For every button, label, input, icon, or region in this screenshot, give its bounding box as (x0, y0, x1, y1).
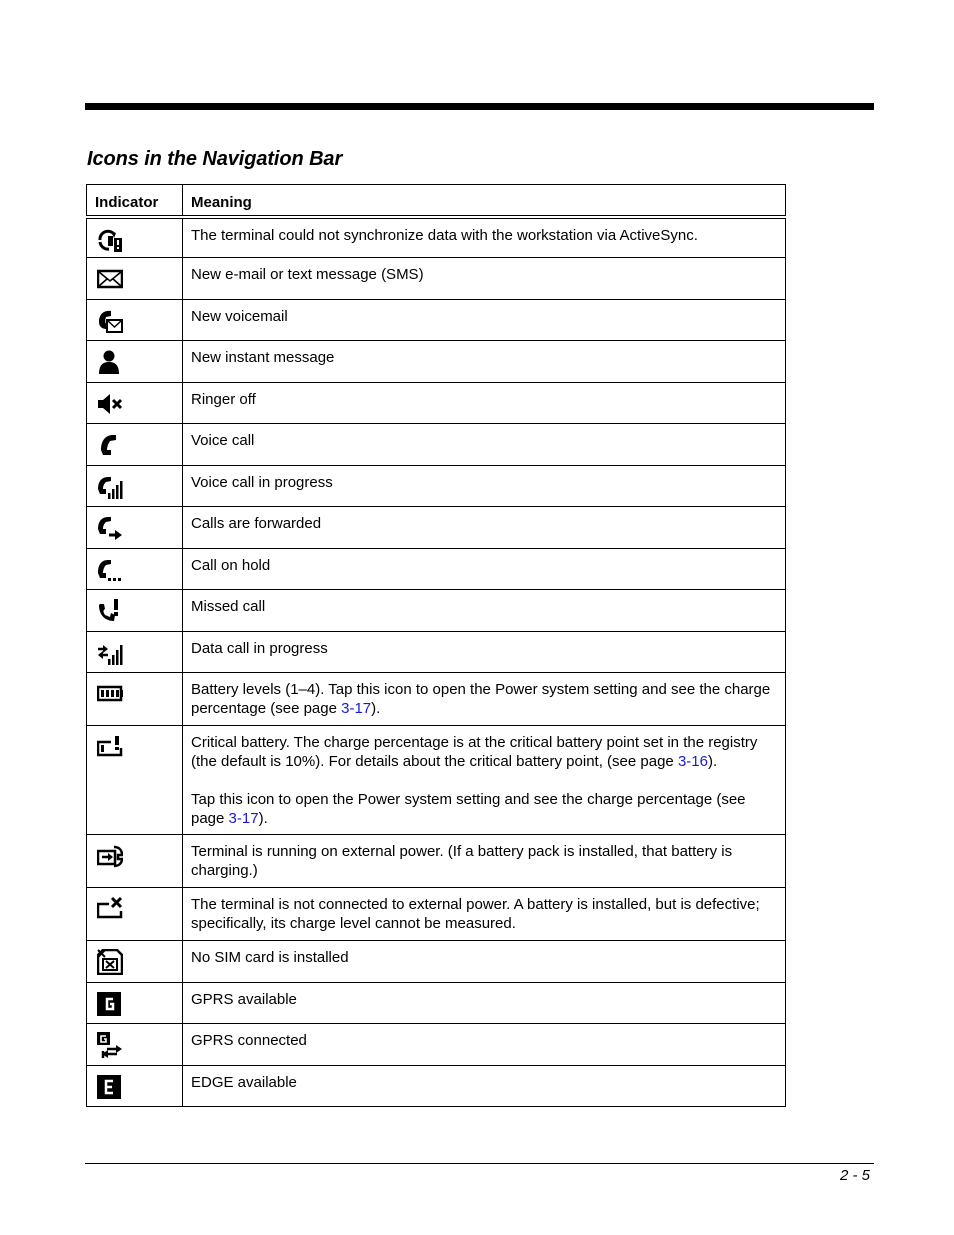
page-number: 2 - 5 (839, 1167, 870, 1184)
meaning-cell: Voice call (183, 424, 786, 466)
sync-error-icon (97, 227, 123, 253)
indicator-cell (87, 632, 183, 673)
table-row (87, 300, 786, 341)
person-icon (97, 349, 123, 375)
meaning-cell: Call on hold (183, 549, 786, 590)
indicator-cell (87, 300, 183, 341)
gprs-connected-icon (97, 1032, 123, 1058)
meaning-cell: Data call in progress (183, 632, 786, 673)
table-row (87, 1024, 786, 1066)
table-row (87, 835, 786, 888)
meaning-text: Tap this icon to open the Power system setting and see the charge percentage (see page (191, 791, 746, 827)
indicator-cell (87, 590, 183, 632)
table-row (87, 983, 786, 1024)
table-row (87, 1066, 786, 1107)
meaning-cell (183, 726, 786, 835)
meaning-text: ). (371, 700, 381, 717)
meaning-text: ). (707, 753, 718, 770)
table-row (87, 466, 786, 507)
indicator-cell (87, 258, 183, 300)
indicator-cell (87, 983, 183, 1024)
meaning-text: ). (258, 810, 268, 827)
indicator-cell (87, 941, 183, 983)
meaning-paragraph (191, 790, 777, 828)
speaker-mute-icon (97, 391, 123, 417)
page-link[interactable]: 3-17 (341, 700, 372, 717)
meaning-cell (183, 673, 786, 726)
indicator-cell (87, 383, 183, 424)
meaning-cell: EDGE available (183, 1066, 786, 1107)
gprs-available-icon (97, 991, 123, 1017)
indicator-cell (87, 424, 183, 466)
battery-defective-icon (97, 896, 123, 922)
meaning-cell: No SIM card is installed (183, 941, 786, 983)
phone-forward-icon (97, 515, 123, 541)
meaning-text: Battery levels (1–4). Tap this icon to open the Power system setting and see the charge percentage (see page (191, 681, 771, 717)
meaning-text: Critical battery. The charge percentage is at the critical battery point set in the registry (the default is 10%). For details about the critical battery point, (see page (191, 734, 758, 770)
table-row (87, 888, 786, 941)
footer-rule (85, 1163, 874, 1164)
indicator-cell (87, 726, 183, 835)
meaning-cell: Terminal is running on external power. (If a battery pack is installed, that battery is charging.) (183, 835, 786, 888)
page-link[interactable]: 3-17 (228, 810, 259, 827)
phone-missed-icon (97, 598, 123, 624)
table-row (87, 424, 786, 466)
indicator-header: Indicator (87, 185, 183, 217)
table-row (87, 673, 786, 726)
table-row (87, 217, 786, 258)
envelope-icon (97, 266, 123, 292)
indicator-cell (87, 835, 183, 888)
phone-icon (97, 432, 123, 458)
indicator-cell (87, 673, 183, 726)
meaning-cell: Voice call in progress (183, 466, 786, 507)
voicemail-icon (97, 308, 123, 334)
indicator-cell (87, 549, 183, 590)
meaning-cell: New instant message (183, 341, 786, 383)
table-row (87, 341, 786, 383)
section-title: Icons in the Navigation Bar (87, 148, 343, 170)
battery-full-icon (97, 681, 123, 707)
table-row (87, 726, 786, 835)
table-row (87, 941, 786, 983)
meaning-cell: GPRS connected (183, 1024, 786, 1066)
meaning-cell: The terminal could not synchronize data with the workstation via ActiveSync. (183, 217, 786, 258)
meaning-header: Meaning (183, 185, 786, 217)
indicator-cell (87, 1066, 183, 1107)
indicator-cell (87, 1024, 183, 1066)
indicator-cell (87, 217, 183, 258)
data-call-icon (97, 640, 123, 666)
table-row (87, 258, 786, 300)
meaning-cell: Missed call (183, 590, 786, 632)
top-rule (85, 103, 874, 110)
indicator-table (86, 184, 786, 1107)
meaning-cell: GPRS available (183, 983, 786, 1024)
meaning-cell: New e-mail or text message (SMS) (183, 258, 786, 300)
table-row (87, 549, 786, 590)
table-row (87, 590, 786, 632)
table-row (87, 632, 786, 673)
meaning-cell: Calls are forwarded (183, 507, 786, 549)
indicator-cell (87, 888, 183, 941)
table-header-row (87, 185, 786, 217)
external-power-icon (97, 843, 123, 869)
phone-hold-icon (97, 557, 123, 583)
phone-signal-icon (97, 474, 123, 500)
indicator-cell (87, 507, 183, 549)
meaning-cell: New voicemail (183, 300, 786, 341)
battery-critical-icon (97, 734, 123, 760)
page-link[interactable]: 3-16 (677, 753, 708, 770)
meaning-cell: The terminal is not connected to external power. A battery is installed, but is defective; specifically, its charge level cannot be measured. (183, 888, 786, 941)
indicator-cell (87, 341, 183, 383)
edge-available-icon (97, 1074, 123, 1100)
table-row (87, 507, 786, 549)
table-row (87, 383, 786, 424)
meaning-cell: Ringer off (183, 383, 786, 424)
no-sim-icon (97, 949, 123, 975)
indicator-cell (87, 466, 183, 507)
